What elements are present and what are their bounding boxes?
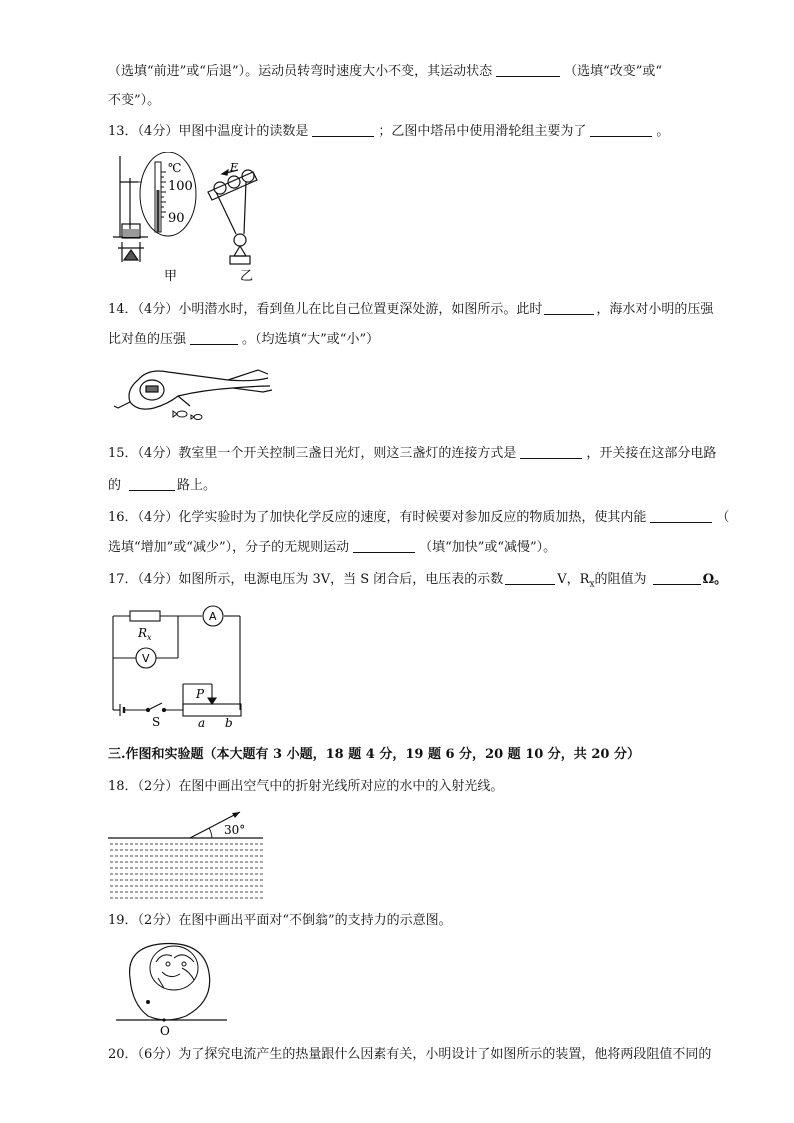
q14-line2 <box>108 330 379 349</box>
fish <box>173 411 202 420</box>
q14-text-d: 。（均选填“大”或“小”） <box>242 332 380 347</box>
thermometer-apparatus <box>113 156 148 262</box>
resistor-rx <box>130 611 160 621</box>
q16-text-b: （ <box>716 510 730 525</box>
q17-text-c: 的阻值为 <box>594 572 647 587</box>
q16-text-a: 16．（4分）化学实验时为了加快化学反应的速度，有时候要对参加反应的物质加热，使其内能 <box>108 510 647 525</box>
q19-figure-tumbler <box>112 938 232 1038</box>
q17-blank-1 <box>505 570 555 585</box>
q12-line1 <box>108 62 662 81</box>
angle-label: 30° <box>224 823 246 837</box>
q17-sub: x <box>589 579 595 590</box>
ammeter-label: A <box>209 610 217 623</box>
water-hatching <box>110 844 263 898</box>
q14-text-c: 比对鱼的压强 <box>108 332 187 347</box>
ammeter <box>203 606 223 626</box>
q15-text-d: 路上。 <box>177 478 217 493</box>
q19-line: 19．（2分）在图中画出平面对“不倒翁”的支持力的示意图。 <box>108 913 452 928</box>
point-o-label: O <box>160 1024 170 1038</box>
q15-text-a: 15．（4分）教室里一个开关控制三盏日光灯，则这三盏灯的连接方式是 <box>108 446 517 461</box>
terminal-b: b <box>225 716 233 730</box>
q20-line: 20．（6分）为了探究电流产生的热量跟什么因素有关，小明设计了如图所示的装置，他将两段阻值不同的 <box>108 1047 712 1062</box>
q14-text-a: 14．（4分）小明潜水时，看到鱼儿在比自己位置更深处游，如图所示。此时 <box>108 302 543 317</box>
q13-text-c: 。 <box>656 124 670 139</box>
q16-blank-2 <box>353 538 415 553</box>
q12-line2 <box>108 92 160 110</box>
q17-line <box>108 570 727 594</box>
voltmeter-label: V <box>142 652 150 665</box>
q17-blank-2 <box>653 570 701 585</box>
thermometer-unit: ℃ <box>168 161 182 175</box>
q13-blank-1 <box>312 122 374 137</box>
force-label: F <box>230 161 238 174</box>
switch-label: S <box>152 715 161 729</box>
section-3-heading: 三.作图和实验题（本大题有 3 小题，18 题 4 分，19 题 6 分，20 题 10 分，共 20 分） <box>108 747 640 762</box>
q16-blank-1 <box>650 508 712 523</box>
q12-text-c: 不变”）。 <box>108 93 161 108</box>
q17-text-b: V，R <box>557 572 590 587</box>
rheostat <box>183 704 241 716</box>
pulley-system <box>208 170 257 264</box>
q16-line1 <box>108 508 729 527</box>
q16-text-c: 选填“增加”或“减少”），分子的无规则运动 <box>108 540 350 555</box>
q14-blank-1 <box>544 300 594 315</box>
q15-text-c: 的 <box>108 478 122 493</box>
terminal-a: a <box>198 716 206 730</box>
q18-line: 18．（2分）在图中画出空气中的折射光线所对应的水中的入射光线。 <box>108 779 504 794</box>
q17-circuit <box>108 600 248 730</box>
slider-label: P <box>196 687 205 701</box>
center-of-gravity <box>146 1000 150 1004</box>
q17-text-d: Ω。 <box>702 572 728 587</box>
q15-blank-2 <box>129 476 175 491</box>
q15-text-b: ，开关接在这部分电路 <box>586 446 717 461</box>
thermometer-tick-100: 100 <box>168 179 193 194</box>
q15-line2 <box>108 476 216 495</box>
contact-point <box>162 1018 165 1021</box>
q14-line1 <box>108 300 713 319</box>
q12-text-b: （选填“改变”或“ <box>564 64 663 79</box>
q14-blank-2 <box>190 330 238 345</box>
q15-blank-1 <box>520 444 582 459</box>
q13-blank-2 <box>590 122 652 137</box>
q13-line <box>108 122 669 141</box>
q18-figure <box>108 800 268 905</box>
q15-line1 <box>108 444 716 463</box>
thermometer-tick-90: 90 <box>168 211 185 226</box>
q14-figure-diver <box>108 360 278 420</box>
voltmeter <box>136 648 156 668</box>
q14-text-b: ，海水对小明的压强 <box>596 302 714 317</box>
q12-text-a: （选填“前进”或“后退”）。运动员转弯时速度大小不变，其运动状态 <box>108 64 493 79</box>
q17-text-a: 17．（4分）如图所示，电源电压为 3V，当 S 闭合后，电压表的示数 <box>108 572 504 587</box>
q16-text-d: （填“加快”或“减慢”）。 <box>419 540 557 555</box>
q13-figure <box>108 152 288 287</box>
rx-label: $R_x$ <box>138 626 152 642</box>
thermometer-scale <box>155 162 166 232</box>
q13-text-b: ；乙图中塔吊中使用滑轮组主要为了 <box>378 124 587 139</box>
q16-line2 <box>108 538 556 557</box>
q12-blank-1 <box>496 62 560 77</box>
q13-text-a: 13．（4分）甲图中温度计的读数是 <box>108 124 309 139</box>
caption-jia: 甲 <box>164 269 178 284</box>
caption-yi: 乙 <box>240 269 254 284</box>
